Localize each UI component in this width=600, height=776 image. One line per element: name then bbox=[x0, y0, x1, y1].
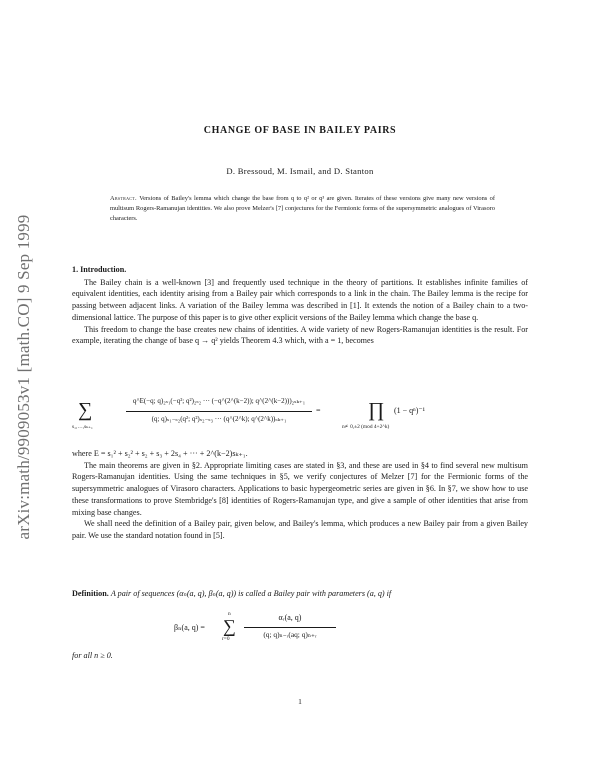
eq1-numerator: q^E(−q; q)₂ₛ₁(−q²; q²)₂ₛ₂ ··· (−q^(2^(k−2)); q^(2^(k−2)))₂ₛₖ₊₁ bbox=[132, 397, 306, 405]
definition-block bbox=[72, 588, 528, 600]
eq2-lhs: βₙ(a, q) = bbox=[174, 623, 205, 632]
for-all-line: for all n ≥ 0. bbox=[72, 651, 113, 660]
eq2-sum-top: n bbox=[228, 611, 231, 617]
introduction-block bbox=[72, 264, 528, 347]
eq1-fraction-bar bbox=[126, 411, 312, 412]
display-equation-1 bbox=[72, 392, 528, 442]
eq2-numerator: αᵣ(a, q) bbox=[278, 613, 302, 622]
definition-heading: Definition. bbox=[72, 589, 109, 598]
for-all-block bbox=[72, 650, 528, 662]
product-subscript: n≢0,±2 (mod 4+2^k) bbox=[342, 424, 390, 430]
paper-authors: D. Bressoud, M. Ismail, and D. Stanton bbox=[226, 166, 374, 176]
eq2-sum-bottom: r=0 bbox=[222, 636, 230, 642]
display-equation-2 bbox=[72, 612, 528, 646]
intro-paragraph-1: The Bailey chain is a well-known [3] and frequently used technique in the theory of partitions. It establishes infinite families of equivalent identities, each identity arising from a Bailey pair which corresponds to a link in the chain. The Bailey lemma is the recipe for passing between adjacent links. A variation of the Bailey lemma was described in [1]. It extends the notion of a Bailey chain to a two-dimensional lattice. The purpose of this paper is to give other explicit versions of the Bailey lemma which change the base q. bbox=[72, 277, 528, 322]
sum-symbol: ∑ bbox=[78, 399, 93, 421]
page-number: 1 bbox=[298, 697, 302, 706]
eq1-rhs: (1 − qⁿ)⁻¹ bbox=[394, 406, 425, 415]
sum-subscript: s₁,…,sₖ₊₁ bbox=[72, 424, 93, 430]
paragraph-4: We shall need the definition of a Bailey pair, given below, and Bailey's lemma, which produces a new Bailey pair from a given Bailey pair. We use the standard notation found in [5]. bbox=[72, 519, 528, 540]
abstract bbox=[110, 194, 495, 225]
eq2-fraction-bar bbox=[244, 627, 336, 628]
arxiv-identifier-text: arXiv:math/9909053v1 [math.CO] 9 Sep 1999 bbox=[14, 214, 33, 540]
eq2-sum-symbol: ∑ bbox=[223, 616, 236, 636]
arxiv-identifier bbox=[6, 172, 42, 582]
continuation-block bbox=[72, 448, 528, 542]
paragraph-3: The main theorems are given in §2. Appropriate limiting cases are stated in §3, and these are used in §4 to find several new multisum Rogers-Ramanujan identities. Using the same techniques in §5, we verify conjectures of Melzer [7] for the Fermionic forms of the supersymmetric analogues of Virasoro characters. Applications to basic hypergeometric series are given in §6. In §7, we show how to use these transformations to prove Stembridge's [8] identities of Rogers-Ramanujan type, and give a sample of other identities that arise from mixing base changes. bbox=[72, 460, 528, 517]
product-symbol: ∏ bbox=[368, 399, 385, 421]
eq2-denominator: (q; q)ₙ₋ᵣ(aq; q)ₙ₊ᵣ bbox=[263, 630, 317, 639]
section-heading: 1. Introduction. bbox=[72, 265, 127, 274]
abstract-lead: Abstract. bbox=[110, 195, 137, 202]
eq1-equals: = bbox=[316, 406, 321, 415]
eq1-denominator: (q; q)ₛ₁₋ₛ₂(q²; q²)ₛ₂₋ₛ₃ ··· (q^(2^k); q^(2^k))ₛₖ₊₁ bbox=[151, 415, 287, 423]
intro-paragraph-2: This freedom to change the base creates new chains of identities. A wide variety of new Rogers-Ramanujan identities is the result. For example, iterating the change of base q → q² yields Theorem 4.3 which, with a = 1, becomes bbox=[72, 324, 528, 346]
paper-title: CHANGE OF BASE IN BAILEY PAIRS bbox=[203, 125, 397, 136]
definition-text: A pair of sequences (αₙ(a, q), βₙ(a, q)) is called a Bailey pair with parameters (a, q) if bbox=[110, 589, 392, 598]
where-line: where E = s₁² + s₂² + s₂ + s₃ + 2s₄ + ··· + 2^(k−2)sₖ₊₁. bbox=[72, 449, 248, 458]
abstract-text: Versions of Bailey's lemma which change the base from q to q² or q³ are given. Iterates of these versions give many new versions of multisum Rogers-Ramanujan identities. We also prove Melzer's [7] conjectures for the Fermionic forms of the supersymmetric analogues of Virasoro characters. bbox=[110, 195, 495, 223]
